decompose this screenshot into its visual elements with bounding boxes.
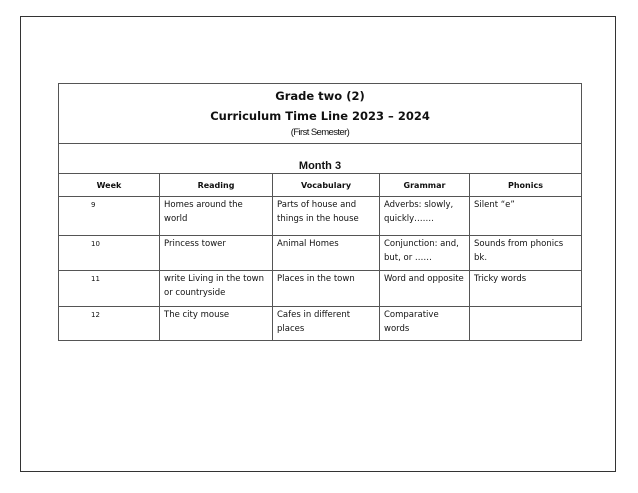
table-row	[59, 271, 582, 307]
grade-title: Grade two (2)	[275, 89, 365, 103]
phonics-cell	[470, 307, 582, 341]
week-cell: 9	[59, 197, 160, 236]
column-header-week: Week	[59, 174, 160, 197]
column-header-reading: Reading	[160, 174, 273, 197]
phonics-cell: Tricky words	[470, 271, 582, 307]
phonics-cell: Silent “e”	[470, 197, 582, 236]
vocabulary-cell: Animal Homes	[273, 236, 380, 271]
curriculum-table	[58, 83, 582, 341]
column-header-phonics: Phonics	[470, 174, 582, 197]
table-header	[59, 84, 582, 144]
table-row	[59, 307, 582, 341]
week-cell: 12	[59, 307, 160, 341]
semester-label: (First Semester)	[290, 127, 350, 138]
grammar-cell: Conjunction: and, but, or ……	[380, 236, 470, 271]
grammar-cell: Comparative words	[380, 307, 470, 341]
grammar-cell: Word and opposite	[380, 271, 470, 307]
table-row	[59, 236, 582, 271]
vocabulary-cell: Places in the town	[273, 271, 380, 307]
week-cell: 10	[59, 236, 160, 271]
column-header-vocabulary: Vocabulary	[273, 174, 380, 197]
curriculum-title: Curriculum Time Line 2023 – 2024	[210, 109, 430, 123]
vocabulary-cell: Parts of house and things in the house	[273, 197, 380, 236]
reading-cell: The city mouse	[160, 307, 273, 341]
column-header-grammar: Grammar	[380, 174, 470, 197]
grammar-cell: Adverbs: slowly, quickly…….	[380, 197, 470, 236]
month-title: Month 3	[298, 160, 342, 172]
month-header	[59, 144, 582, 174]
week-cell: 11	[59, 271, 160, 307]
reading-cell: Homes around the world	[160, 197, 273, 236]
table-row	[59, 197, 582, 236]
phonics-cell: Sounds from phonics bk.	[470, 236, 582, 271]
vocabulary-cell: Cafes in different places	[273, 307, 380, 341]
reading-cell: write Living in the town or countryside	[160, 271, 273, 307]
reading-cell: Princess tower	[160, 236, 273, 271]
